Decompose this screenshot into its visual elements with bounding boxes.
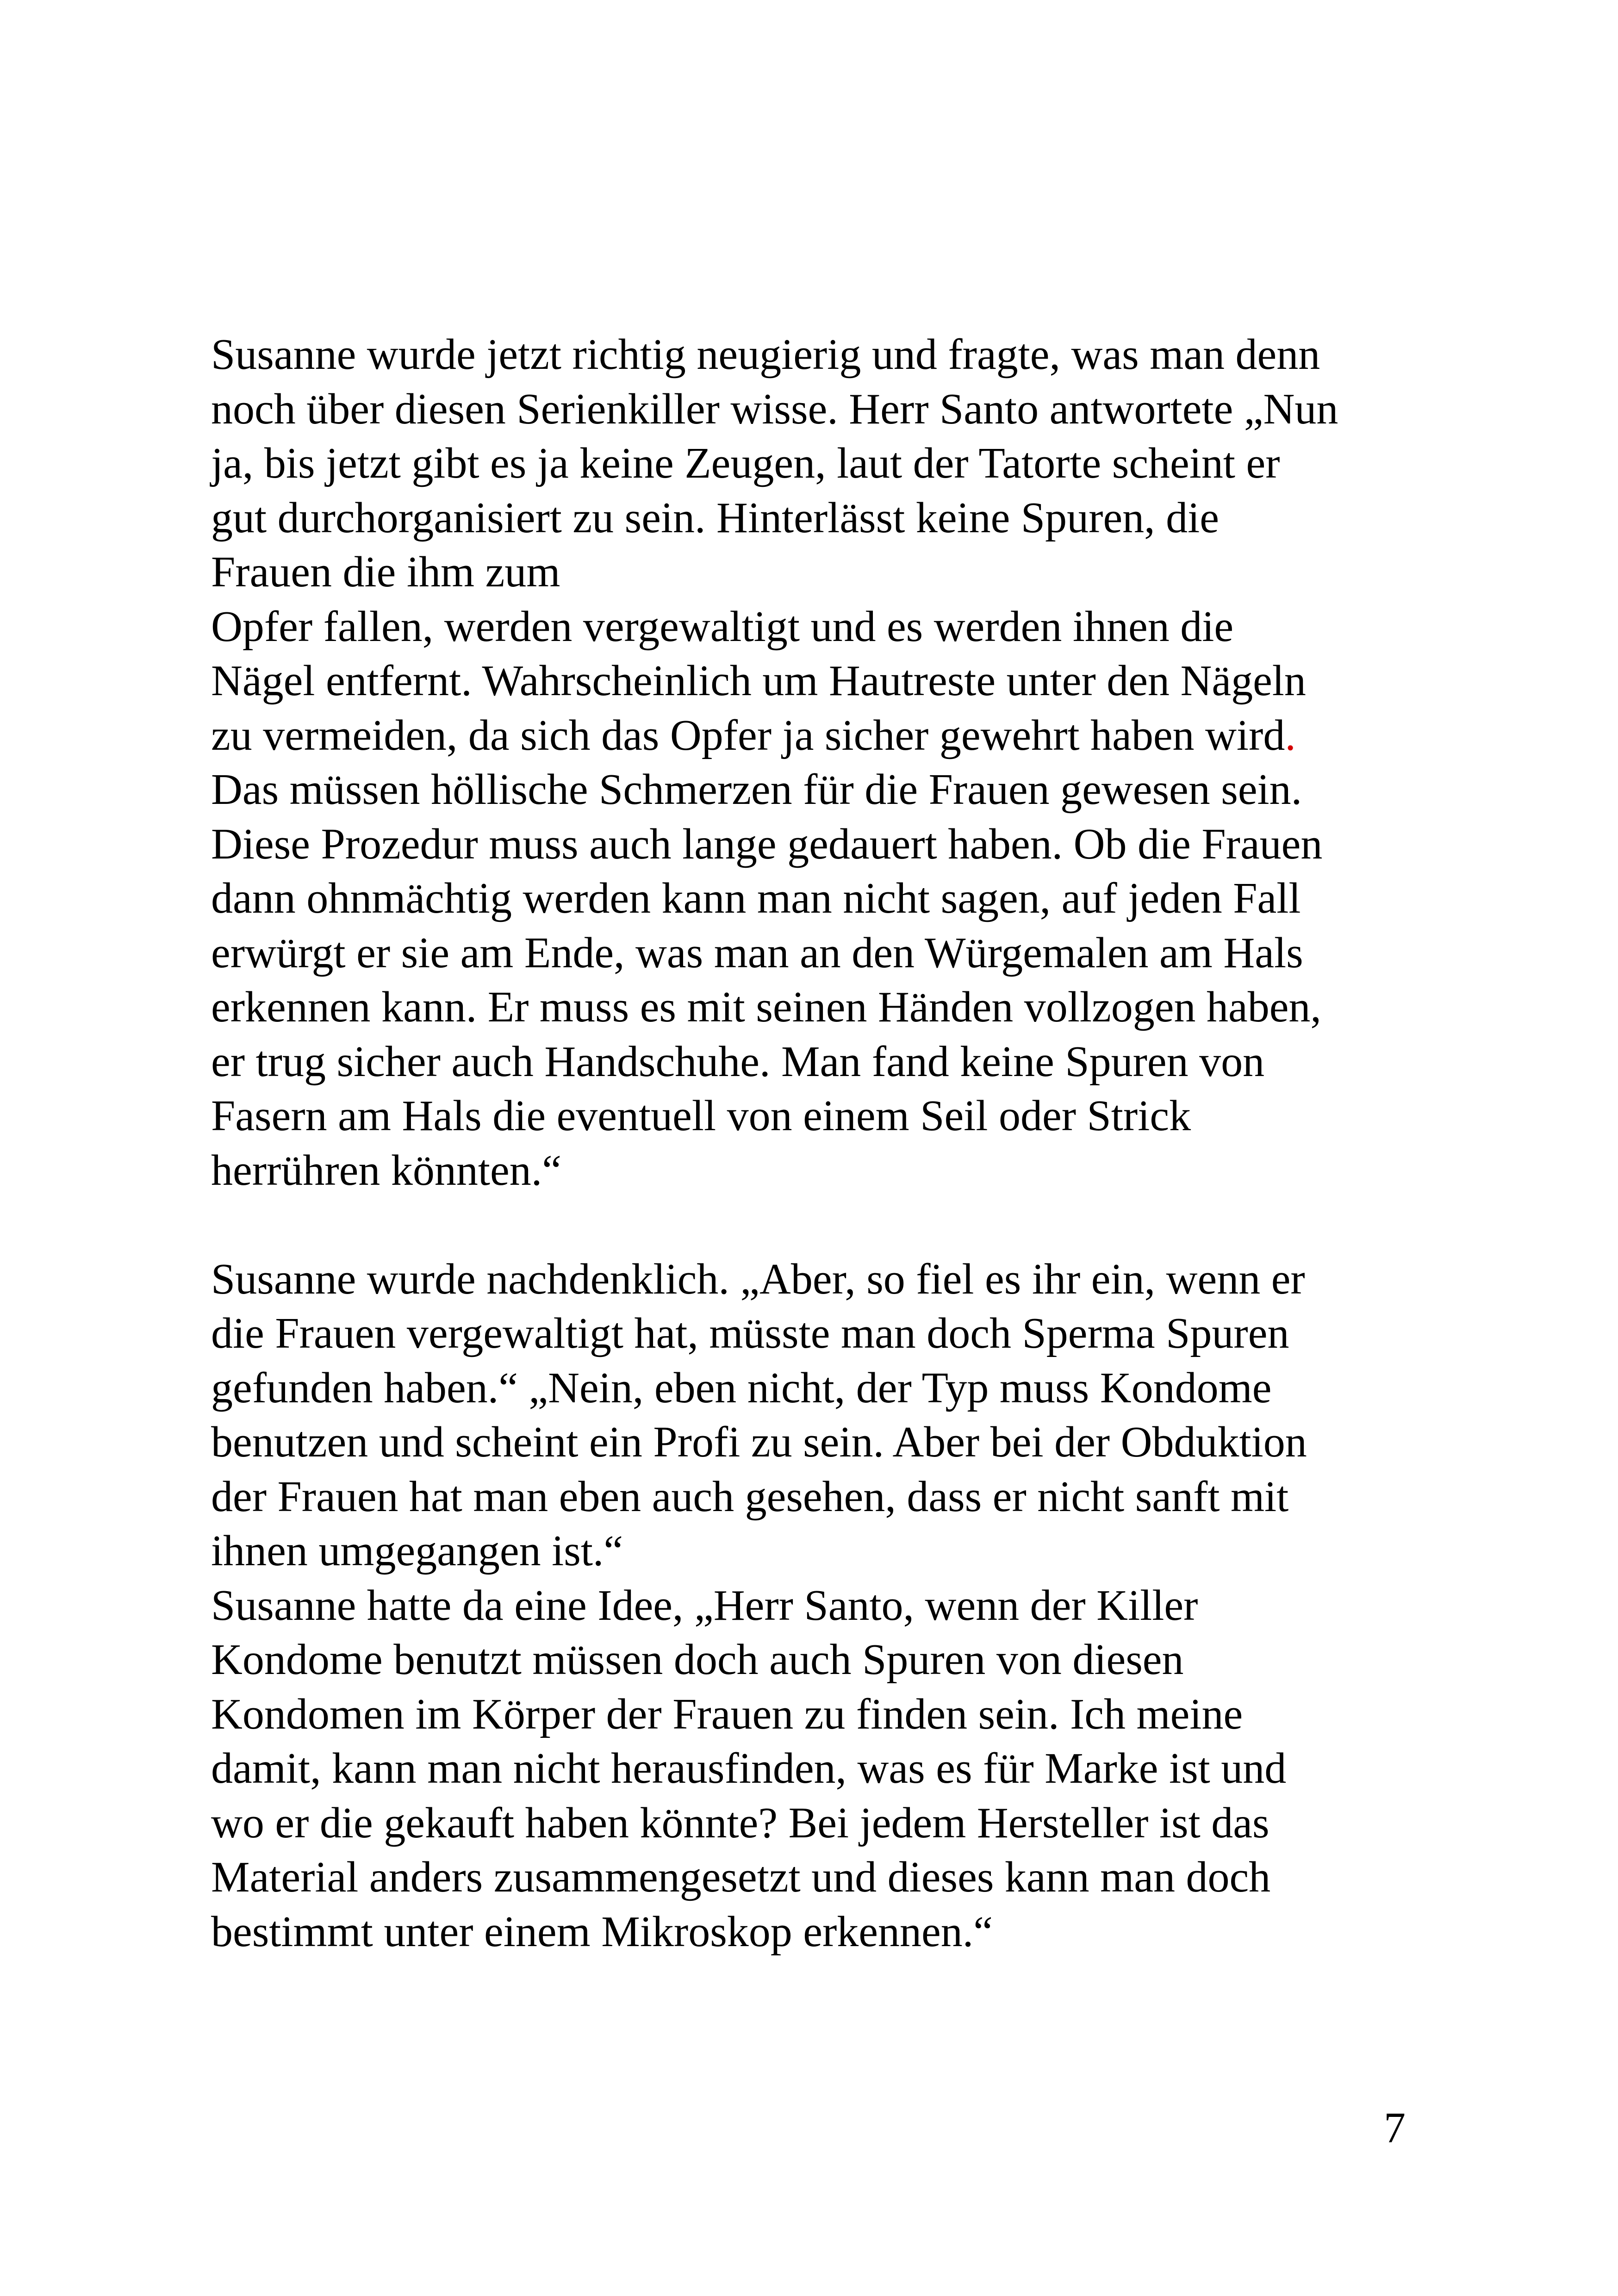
text-line: er trug sicher auch Handschuhe. Man fand keine Spuren von xyxy=(211,1037,1265,1086)
text-line: bestimmt unter einem Mikroskop erkennen.“ xyxy=(211,1907,993,1956)
text-line: Material anders zusammengesetzt und dieses kann man doch xyxy=(211,1853,1271,1901)
text-line: benutzen und scheint ein Profi zu sein. Aber bei der Obduktion xyxy=(211,1418,1307,1466)
text-line: Frauen die ihm zum xyxy=(211,548,560,596)
text-line: Susanne hatte da eine Idee, „Herr Santo, wenn der Killer xyxy=(211,1581,1198,1630)
text-line: die Frauen vergewaltigt hat, müsste man doch Sperma Spuren xyxy=(211,1309,1289,1357)
text-line: Fasern am Hals die eventuell von einem Seil oder Strick xyxy=(211,1092,1191,1140)
text-line: erkennen kann. Er muss es mit seinen Händen vollzogen haben, xyxy=(211,983,1321,1031)
text-line: ihnen umgegangen ist.“ xyxy=(211,1527,623,1575)
text-line: Diese Prozedur muss auch lange gedauert haben. Ob die Frauen xyxy=(211,820,1323,868)
page-number: 7 xyxy=(1384,2104,1406,2152)
text-line: erwürgt er sie am Ende, was man an den Würgemalen am Hals xyxy=(211,928,1303,977)
text-line: herrühren könnten.“ xyxy=(211,1146,561,1195)
text-line xyxy=(211,709,1442,763)
text-line: Nägel entfernt. Wahrscheinlich um Hautreste unter den Nägeln xyxy=(211,657,1306,705)
text-line: der Frauen hat man eben auch gesehen, dass er nicht sanft mit xyxy=(211,1472,1289,1521)
text-line: Susanne wurde nachdenklich. „Aber, so fiel es ihr ein, wenn er xyxy=(211,1255,1305,1303)
text-line: gefunden haben.“ „Nein, eben nicht, der Typ muss Kondome xyxy=(211,1363,1272,1412)
text-line: ja, bis jetzt gibt es ja keine Zeugen, laut der Tatorte scheint er xyxy=(211,439,1280,487)
text-line: dann ohnmächtig werden kann man nicht sagen, auf jeden Fall xyxy=(211,874,1301,922)
paragraph-gap xyxy=(211,1198,1442,1252)
text-line: damit, kann man nicht herausfinden, was es für Marke ist und xyxy=(211,1744,1287,1792)
text-line: noch über diesen Serienkiller wisse. Herr Santo antwortete „Nun xyxy=(211,385,1338,433)
text-line: Kondomen im Körper der Frauen zu finden sein. Ich meine xyxy=(211,1690,1243,1738)
text-line: wo er die gekauft haben könnte? Bei jedem Hersteller ist das xyxy=(211,1798,1270,1847)
text-line: Kondome benutzt müssen doch auch Spuren von diesen xyxy=(211,1636,1184,1684)
page-body xyxy=(211,328,1442,1959)
red-period-mark: . xyxy=(1285,711,1296,759)
text-line: Susanne wurde jetzt richtig neugierig und fragte, was man denn xyxy=(211,330,1320,379)
text-line: Das müssen höllische Schmerzen für die Frauen gewesen sein. xyxy=(211,765,1302,814)
text-line: gut durchorganisiert zu sein. Hinterlässt keine Spuren, die xyxy=(211,493,1220,542)
text-line: Opfer fallen, werden vergewaltigt und es werden ihnen die xyxy=(211,602,1234,651)
text-segment: zu vermeiden, da sich das Opfer ja sicher gewehrt haben wird xyxy=(211,711,1285,759)
